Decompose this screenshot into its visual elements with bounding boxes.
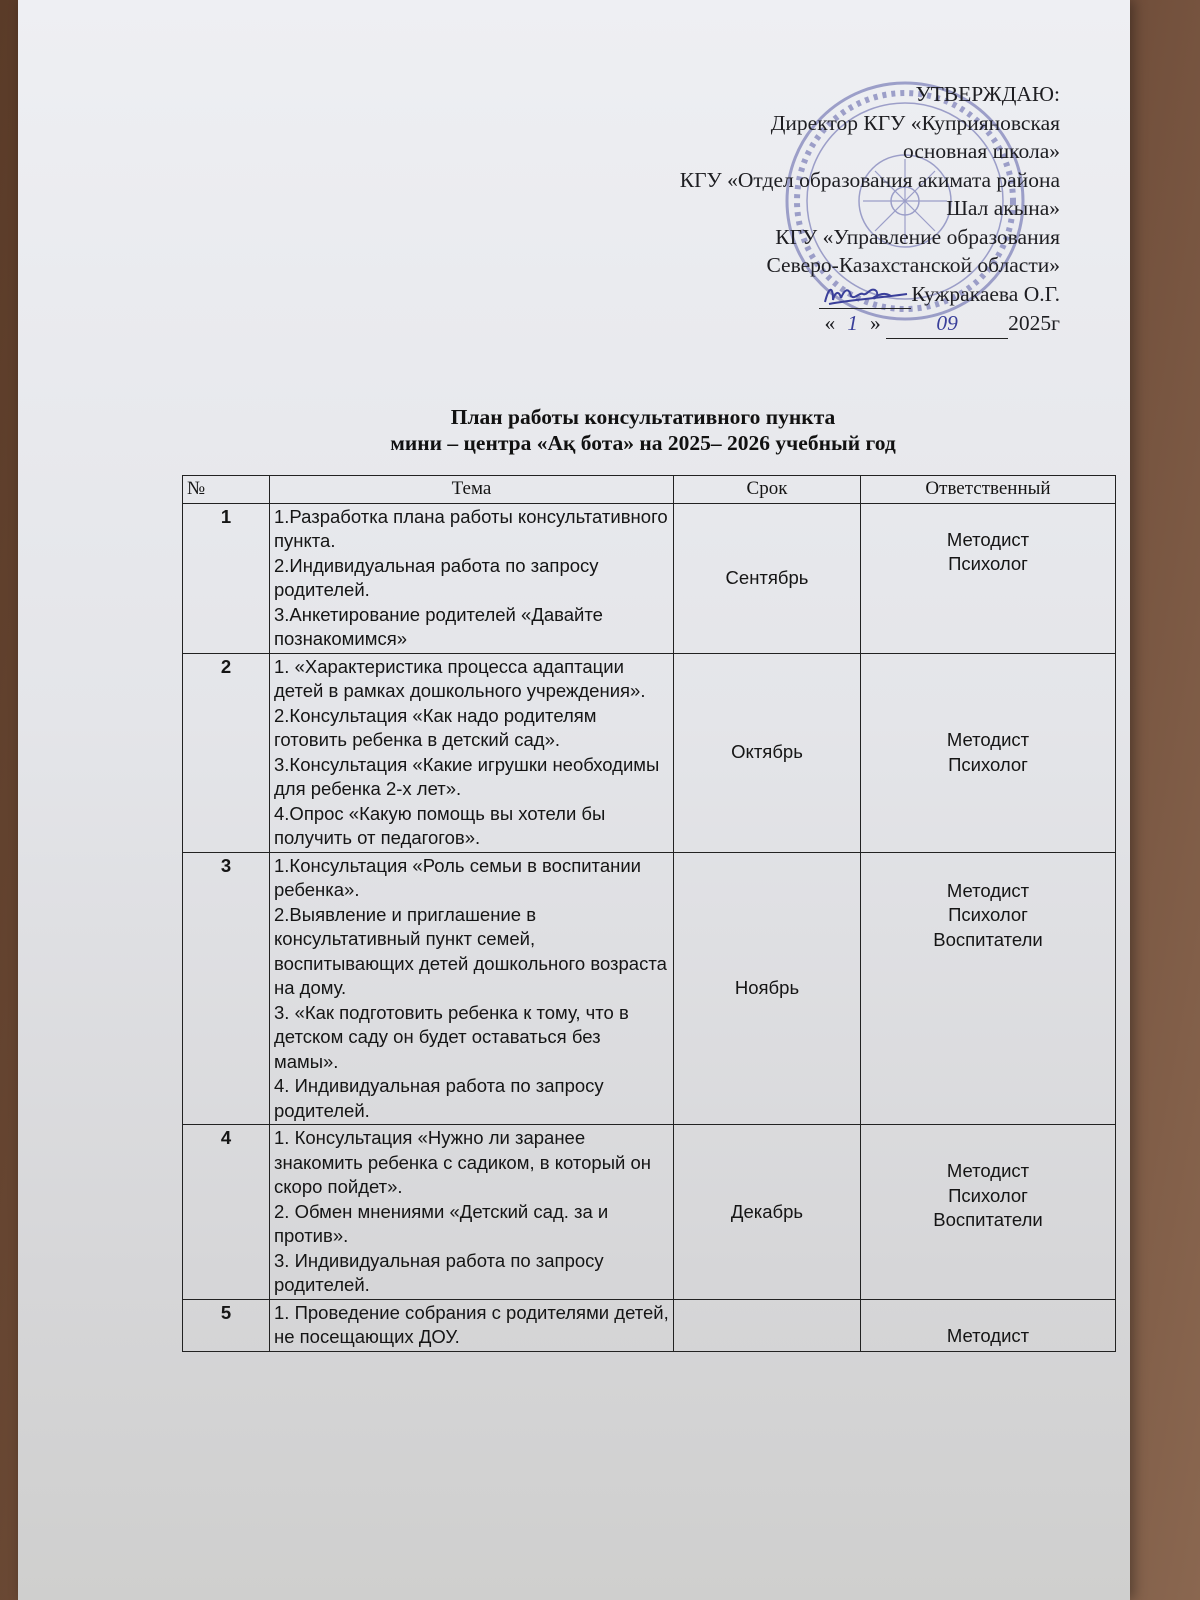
responsible-item: Воспитатели: [933, 928, 1043, 950]
signature-line: [500, 280, 1060, 310]
topic-item: 3.Анкетирование родителей «Давайте познакомимся»: [274, 603, 603, 649]
row-topics: [270, 852, 674, 1125]
row-period: [674, 1299, 861, 1351]
date-year: 2025г: [1008, 311, 1060, 335]
plan-table: [182, 475, 1116, 1352]
table-header-row: [183, 476, 1116, 504]
approval-line: Директор КГУ «Куприяновская: [770, 110, 1060, 135]
date-month: 09: [886, 309, 1008, 339]
approval-heading: УТВЕРЖДАЮ:: [915, 82, 1060, 106]
approval-line: основная школа»: [903, 139, 1060, 163]
topic-item: 4. Индивидуальная работа по запросу родителей.: [274, 1075, 604, 1121]
topic-item: 3. Индивидуальная работа по запросу родителей.: [274, 1249, 604, 1295]
row-responsible: [861, 1299, 1116, 1351]
date-line: [500, 309, 1060, 339]
row-topics: [270, 1125, 674, 1300]
row-number: 3: [183, 852, 270, 1125]
signature-blank: [819, 280, 911, 310]
row-responsible: [861, 852, 1116, 1125]
topic-item: 2.Консультация «Как надо родителям готовить ребенка в детский сад».: [274, 704, 597, 750]
row-number: 2: [183, 653, 270, 852]
table-row: [183, 1125, 1116, 1300]
responsible-item: Методист: [946, 528, 1030, 550]
page-title: [178, 404, 1108, 456]
topic-item: 3.Консультация «Какие игрушки необходимы для ребенка 2-х лет».: [274, 753, 660, 799]
row-topics: [270, 503, 674, 653]
topic-item: 4.Опрос «Какую помощь вы хотели бы получить от педагогов».: [274, 802, 606, 848]
handwritten-signature: [819, 282, 911, 308]
topic-item: 2. Обмен мнениями «Детский сад. за и против».: [274, 1200, 609, 1246]
approval-block: [500, 80, 1060, 339]
row-number: 4: [183, 1125, 270, 1300]
responsible-item: Методист: [946, 1324, 1030, 1346]
topic-item: 2.Выявление и приглашение в консультативный пункт семей, воспитывающих детей дошкольного возраста на дому.: [274, 903, 667, 998]
signer-name: Кужракаева О.Г.: [911, 281, 1060, 306]
approval-line: Северо-Казахстанской области»: [766, 253, 1060, 277]
row-period: Декабрь: [674, 1125, 861, 1300]
approval-line: КГУ «Управление образования: [775, 224, 1060, 249]
table-row: [183, 503, 1116, 653]
responsible-item: Воспитатели: [933, 1209, 1043, 1230]
date-quote-close: »: [870, 311, 881, 335]
row-responsible: [861, 503, 1116, 653]
row-period: Октябрь: [674, 653, 861, 852]
title-line-2: мини – центра «Ақ бота» на 2025– 2026 учебный год: [390, 431, 896, 455]
row-topics: [270, 1299, 674, 1351]
row-topics: [270, 653, 674, 852]
header-responsible: Ответственный: [861, 476, 1116, 504]
responsible-item: Психолог: [948, 753, 1028, 775]
responsible-item: Методист: [946, 1160, 1030, 1181]
topic-item: 1.Разработка плана работы консультативного пункта.: [274, 505, 668, 551]
date-quote-open: «: [824, 311, 836, 335]
table-row: [183, 653, 1116, 852]
row-number: 5: [183, 1299, 270, 1351]
responsible-item: Методист: [946, 879, 1030, 901]
topic-item: 1. «Характеристика процесса адаптации детей в рамках дошкольного учреждения».: [274, 655, 646, 701]
responsible-item: Психолог: [948, 1184, 1028, 1206]
row-responsible: [861, 653, 1116, 852]
header-topic: Тема: [270, 476, 674, 504]
approval-line: Шал акына»: [946, 196, 1060, 220]
topic-item: 1.Консультация «Роль семьи в воспитании ребенка».: [274, 854, 641, 900]
topic-item: 1. Консультация «Нужно ли заранее знакомить ребенка с садиком, в который он скоро пойдет».: [274, 1127, 651, 1197]
responsible-item: Психолог: [948, 553, 1028, 574]
title-line-1: План работы консультативного пункта: [450, 405, 836, 429]
row-responsible: [861, 1125, 1116, 1300]
row-period: Ноябрь: [674, 852, 861, 1125]
responsible-item: Психолог: [948, 904, 1028, 925]
header-num: №: [183, 476, 270, 504]
topic-item: 2.Индивидуальная работа по запросу родителей.: [274, 554, 599, 600]
row-number: 1: [183, 503, 270, 653]
table-row: [183, 1299, 1116, 1351]
topic-item: 1. Проведение собрания с родителями детей, не посещающих ДОУ.: [274, 1301, 669, 1347]
header-period: Срок: [674, 476, 861, 504]
table-row: [183, 852, 1116, 1125]
responsible-item: Методист: [946, 729, 1030, 750]
topic-item: 3. «Как подготовить ребенка к тому, что в детском саду он будет оставаться без мамы».: [274, 1001, 629, 1072]
date-day: 1: [847, 311, 859, 335]
row-period: Сентябрь: [674, 503, 861, 653]
approval-line: КГУ «Отдел образования акимата района: [679, 167, 1060, 192]
document-page: [18, 0, 1130, 1600]
